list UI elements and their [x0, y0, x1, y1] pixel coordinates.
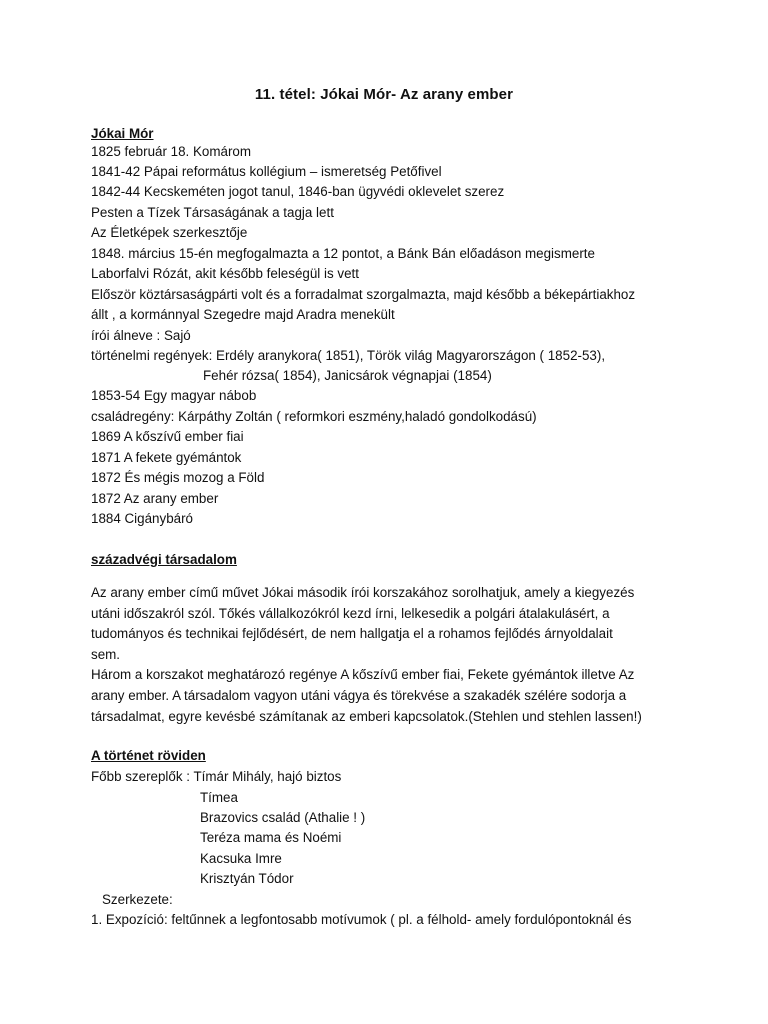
society-line: arany ember. A társadalom vagyon utáni vágya és törekvése a szakadék szélére sodorja a [91, 688, 627, 703]
character-item: Kacsuka Imre [200, 851, 282, 866]
bio-line: 1848. március 15-én megfogalmazta a 12 pontot, a Bánk Bán előadáson megismerte [91, 246, 595, 261]
page-title: 11. tétel: Jókai Mór- Az arany ember [254, 86, 514, 103]
society-line: társadalmat, egyre kevésbé számítanak az emberi kapcsolatok.(Stehlen und stehlen lassen!) [91, 709, 642, 724]
bio-line: történelmi regények: Erdély aranykora( 1851), Török világ Magyarországon ( 1852-53), [91, 348, 606, 363]
bio-line: írói álneve : Sajó [91, 328, 191, 343]
bio-line: 1869 A kőszívű ember fiai [91, 429, 244, 444]
society-line: Az arany ember című művet Jókai második írói korszakához sorolhatjuk, amely a kiegyezés [91, 585, 635, 600]
bio-line: Pesten a Tízek Társaságának a tagja lett [91, 205, 334, 220]
bio-line: állt , a kormánnyal Szegedre majd Aradra menekült [91, 307, 395, 322]
bio-line: Fehér rózsa( 1854), Janicsárok végnapjai (1854) [203, 368, 492, 383]
character-item: Tímea [200, 790, 238, 805]
society-line: utáni időszakról szól. Tőkés vállalkozókról kezd írni, lelkesedik a polgári átalakulásért, a [91, 606, 610, 621]
bio-line: 1872 És mégis mozog a Föld [91, 470, 265, 485]
bio-line: 1872 Az arany ember [91, 491, 219, 506]
characters-label: Főbb szereplők : Tímár Mihály, hajó biztos [91, 769, 342, 784]
bio-line: 1842-44 Kecskeméten jogot tanul, 1846-ban ügyvédi oklevelet szerez [91, 184, 505, 199]
bio-line: Először köztársaságpárti volt és a forradalmat szorgalmazta, majd később a békepártiakhoz [91, 287, 636, 302]
bio-line: 1884 Cigánybáró [91, 511, 193, 526]
bio-line: 1871 A fekete gyémántok [91, 450, 242, 465]
bio-line: 1825 február 18. Komárom [91, 144, 252, 159]
section-heading-bio: Jókai Mór [91, 126, 154, 141]
society-line: tudományos és technikai fejlődésért, de nem hallgatja el a rohamos fejlődés árnyoldalait [91, 626, 613, 641]
character-item: Teréza mama és Noémi [200, 830, 342, 845]
bio-line: 1853-54 Egy magyar nábob [91, 388, 257, 403]
section-heading-story: A történet röviden [91, 748, 206, 763]
structure-item: 1. Expozíció: feltűnnek a legfontosabb motívumok ( pl. a félhold- amely fordulópontoknál és [91, 912, 632, 927]
character-item: Krisztyán Tódor [200, 871, 294, 886]
society-line: Három a korszakot meghatározó regénye A kőszívű ember fiai, Fekete gyémántok illetve Az [91, 667, 635, 682]
bio-line: Laborfalvi Rózát, akit később feleségül is vett [91, 266, 359, 281]
bio-line: 1841-42 Pápai református kollégium – ismeretség Petőfivel [91, 164, 442, 179]
section-heading-society: századvégi társadalom [91, 552, 237, 567]
character-item: Brazovics család (Athalie ! ) [200, 810, 366, 825]
society-line: sem. [91, 647, 121, 662]
structure-label: Szerkezete: [102, 892, 173, 907]
bio-line: Az Életképek szerkesztője [91, 225, 248, 240]
bio-line: családregény: Kárpáthy Zoltán ( reformkori eszmény,haladó gondolkodású) [91, 409, 537, 424]
